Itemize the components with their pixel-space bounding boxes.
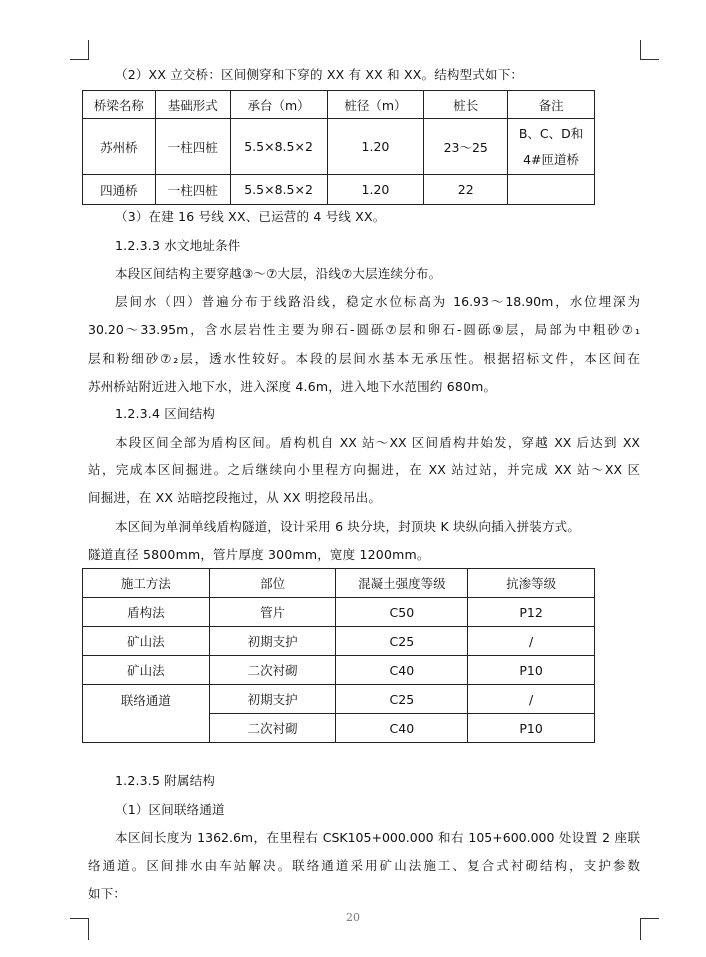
table-cell: 5.5×8.5×2 [230, 175, 327, 205]
paragraph-line: 站，完成本区间掘进。之后继续向小里程方向掘进，在 XX 站过站，并完成 XX 站～XX 区 [88, 462, 640, 477]
paragraph-strata: 本段区间结构主要穿越③～⑦大层，沿线⑦大层连续分布。 [115, 266, 442, 281]
table-cell: 22 [424, 175, 508, 205]
table-cell: 矿山法 [83, 656, 210, 685]
table-cell: 初期支护 [209, 627, 336, 656]
paragraph-line: 络通道。区间排水由车站解决。联络通道采用矿山法施工、复合式衬砌结构，支护参数 [88, 858, 640, 873]
paragraph-line: 隧道直径 5800mm，管片厚度 300mm，宽度 1200mm。 [88, 547, 430, 562]
table-cell: 一柱四桩 [155, 119, 230, 175]
section-heading-structure: 1.2.3.4 区间结构 [115, 406, 216, 421]
paragraph-line: 本段区间全部为盾构区间。盾构机自 XX 站～XX 区间盾构井始发，穿越 XX 后达到 XX [115, 435, 640, 450]
table-header-cell: 桩径（m） [327, 91, 424, 119]
table-cell: 1.20 [327, 119, 424, 175]
table-cell [508, 175, 595, 205]
table-cell: C40 [336, 714, 468, 743]
table-cell: 管片 [209, 598, 336, 627]
table-row [83, 175, 595, 205]
table-row [83, 656, 595, 685]
table-header-cell: 承台（m） [230, 91, 327, 119]
table-cell: / [468, 685, 595, 714]
paragraph-line: 间掘进，在 XX 站暗挖段拖过，从 XX 明挖段吊出。 [88, 490, 382, 505]
paragraph-line16: （3）在建 16 号线 XX、已运营的 4 号线 XX。 [115, 209, 386, 224]
note-line: B、C、D和 [518, 125, 584, 141]
table-cell: P12 [468, 598, 595, 627]
paragraph-line: 层间水（四）普遍分布于线路沿线，稳定水位标高为 16.93～18.90m，水位埋深为 [115, 294, 640, 309]
table-cell: 1.20 [327, 175, 424, 205]
table-row [83, 119, 595, 175]
table-cell: 联络通道 [83, 685, 210, 743]
table-header-cell: 桩长 [424, 91, 508, 119]
paragraph-line: 本区间长度为 1362.6m，在里程右 CSK105+000.000 和右 105+600.000 处设置 2 座联 [115, 830, 640, 845]
paragraph-line: 本区间为单洞单线盾构隧道，设计采用 6 块分块，封顶块 K 块纵向插入拼装方式。 [115, 519, 581, 534]
table-cell: 23～25 [424, 119, 508, 175]
table-cell: P10 [468, 656, 595, 685]
crop-mark [640, 40, 641, 59]
table-cell: C40 [336, 656, 468, 685]
crop-mark [88, 40, 89, 59]
concrete-grade-table [82, 568, 595, 743]
page-number: 20 [346, 911, 360, 924]
paragraph-line: 层和粉细砂⑦₂层，透水性较好。本段的层间水基本无承压性。根据招标文件，本区间在 [88, 351, 640, 366]
table-cell: C25 [336, 685, 468, 714]
table-header-cell: 抗渗等级 [468, 569, 595, 598]
paragraph-line: 30.20～33.95m，含水层岩性主要为卵石-圆砾⑦层和卵石-圆砾⑨层，局部为中粗砂⑦₁ [88, 322, 640, 337]
paragraph-line: 如下： [88, 886, 127, 901]
crop-mark [70, 59, 89, 60]
table-cell [508, 119, 595, 175]
section-heading-hydrology: 1.2.3.3 水文地址条件 [115, 238, 241, 253]
table-cell: 苏州桥 [83, 119, 156, 175]
table-cell: 盾构法 [83, 598, 210, 627]
table-cell: 初期支护 [209, 685, 336, 714]
section-heading-ancillary: 1.2.3.5 附属结构 [115, 773, 216, 788]
table-header-row [83, 569, 595, 598]
table-cell: 二次衬砌 [209, 656, 336, 685]
table-cell: C50 [336, 598, 468, 627]
table-header-cell: 部位 [209, 569, 336, 598]
table-cell: 矿山法 [83, 627, 210, 656]
table-cell: 四通桥 [83, 175, 156, 205]
table-header-cell: 备注 [508, 91, 595, 119]
bridge-table [82, 90, 595, 205]
table-header-cell: 施工方法 [83, 569, 210, 598]
table-cell: 5.5×8.5×2 [230, 119, 327, 175]
table-cell: P10 [468, 714, 595, 743]
table-cell: C25 [336, 627, 468, 656]
note-line: 4#匝道桥 [523, 151, 580, 167]
paragraph-intro-bridges: （2）XX 立交桥：区间侧穿和下穿的 XX 有 XX 和 XX。结构型式如下： [115, 67, 524, 82]
crop-mark [640, 59, 659, 60]
table-cell: / [468, 627, 595, 656]
table-row [83, 685, 595, 714]
table-row [83, 627, 595, 656]
table-header-cell: 基础形式 [155, 91, 230, 119]
table-header-row [83, 91, 595, 119]
table-header-cell: 桥梁名称 [83, 91, 156, 119]
paragraph-line: 苏州桥站附近进入地下水，进入深度 4.6m，进入地下水范围约 680m。 [88, 379, 497, 394]
subsection-heading-cross-passage: （1）区间联络通道 [115, 802, 225, 817]
table-cell: 一柱四桩 [155, 175, 230, 205]
table-header-cell: 混凝土强度等级 [336, 569, 468, 598]
table-row [83, 598, 595, 627]
table-cell: 二次衬砌 [209, 714, 336, 743]
